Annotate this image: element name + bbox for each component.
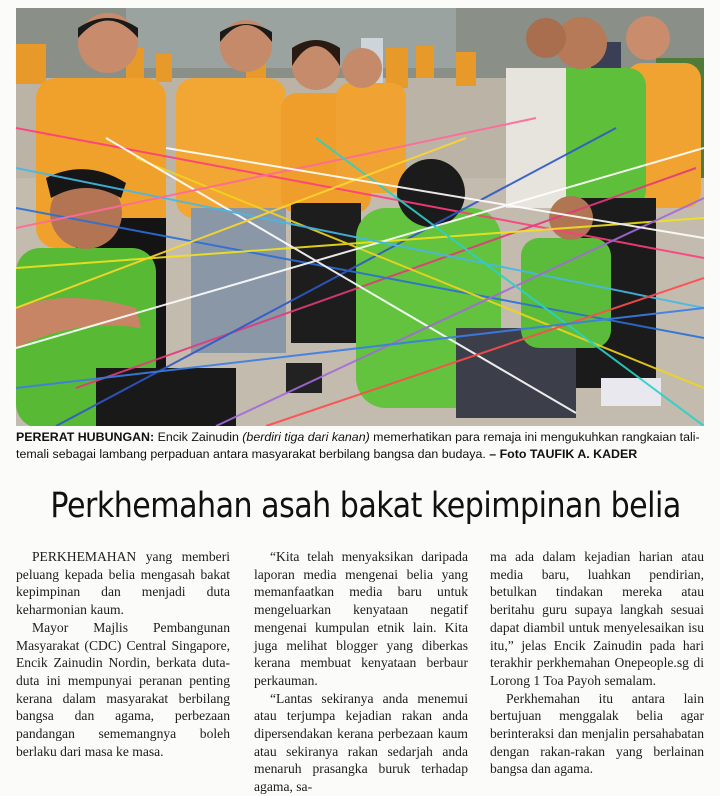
caption-label: PERERAT HUBUNGAN: [16,430,155,444]
article-column-3 [490,548,704,778]
caption-text-a: Encik Zainudin [154,430,243,444]
paragraph: ma ada dalam kejadian harian atau media baru, luahkan pendirian, betulkan tindakan mereka atau beritahu guru supaya langkah sesuai dapat diambil untuk menyelesaikan isu itu,” jelas Encik Zainudin pada hari terakhir perkhemahan Onepeople.sg di Lorong 1 Toa Payoh semalam. [490,549,704,688]
caption-text-italic: (berdiri tiga dari kanan) [242,430,370,444]
article-column-2 [254,548,468,796]
photo-illustration [16,8,704,426]
paragraph: “Kita telah menyaksikan daripada laporan media mengenai belia yang memanfaatkan media baru untuk mengeluarkan kenyataan negatif mengenai kumpulan etnik lain. Kita juga melihat blogger yang diberkas kerana membuat kenyataan berbaur perkauman. [254,549,468,688]
paragraph: Perkhemahan itu antara lain bertujuan menggalak belia agar berinteraksi dan menjalin persahabatan dengan rakan-rakan yang berlainan bangsa dan agama. [490,690,704,777]
article-headline: Perkhemahan asah bakat kepimpinan belia [50,486,681,526]
paragraph: Mayor Majlis Pembangunan Masyarakat (CDC) Central Singapore, Encik Zainudin Nordin, berkata duta-duta ini mempunyai peranan penting kerana dalam masyarakat berbilang bangsa dan agama, perbezaan pandangan sememangnya boleh berlaku dari masa ke masa. [16,619,230,759]
news-photo [16,8,704,426]
caption-text-b: memerhatikan para remaja ini mengukuhkan rangkaian tali-temali sebagai lambang perpaduan antara masyarakat berbilang bangsa dan budaya. [16,430,700,461]
paragraph: PERKHEMAHAN yang memberi peluang kepada belia mengasah bakat kepimpinan dan menjadi duta keharmonian kaum. [16,549,230,618]
article-column-1 [16,548,230,760]
paragraph: “Lantas sekiranya anda menemui atau terjumpa kejadian rakan anda dipersendakan kerana perbezaan kaum atau sekiranya rakan sedarjah anda menaruh prasangka buruk terhadap agama, sa- [254,690,468,795]
photo-caption [16,429,704,463]
photo-credit: – Foto TAUFIK A. KADER [489,447,638,461]
